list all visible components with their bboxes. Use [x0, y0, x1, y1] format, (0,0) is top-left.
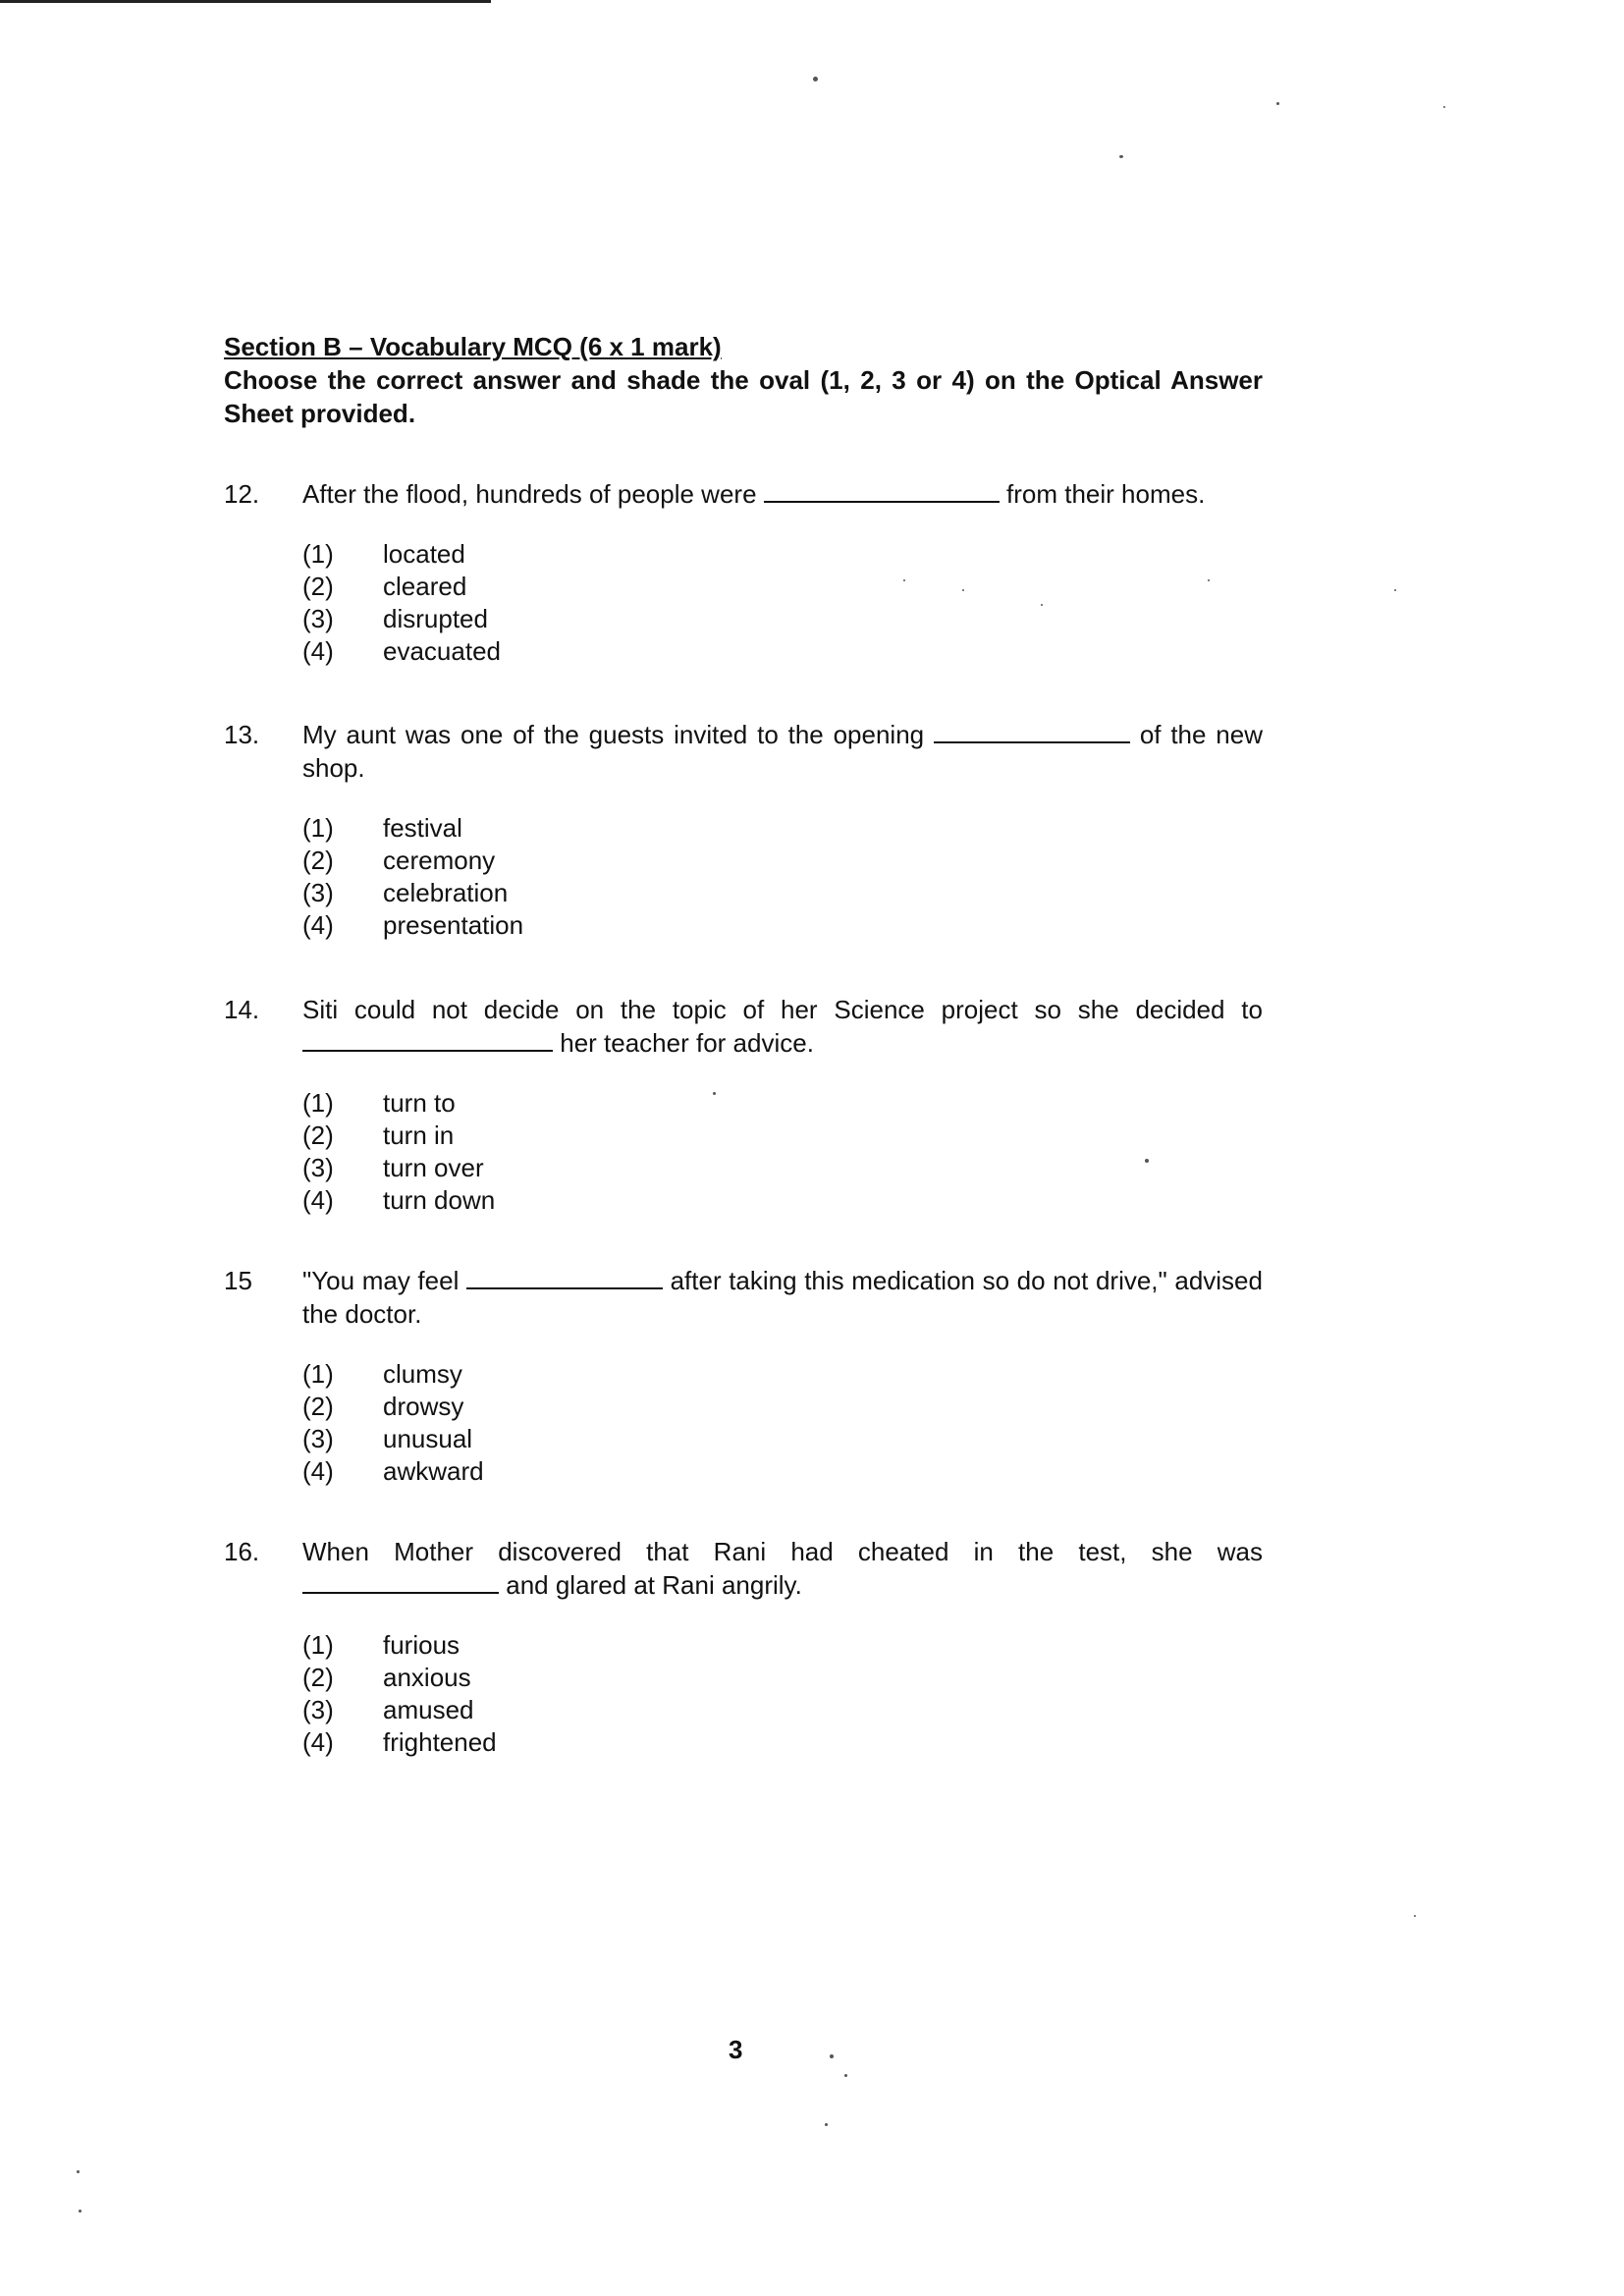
- scan-speck: [77, 2170, 80, 2173]
- option: [302, 1726, 1263, 1759]
- answer-blank: [302, 1028, 553, 1052]
- question-text-before: Siti could not decide on the topic of her Science project so she decided to: [302, 995, 1263, 1024]
- question-number: 15: [224, 1266, 252, 1295]
- option-text: presentation: [383, 910, 524, 940]
- option-text: frightened: [383, 1727, 497, 1757]
- question-text-after: of the new shop.: [302, 720, 1263, 783]
- scan-speck: [813, 77, 818, 82]
- scan-speck: [830, 2054, 834, 2058]
- question-text-after: her teacher for advice.: [560, 1028, 814, 1058]
- options-list: [302, 538, 1263, 668]
- scan-speck: [1394, 589, 1396, 591]
- question-text-before: After the flood, hundreds of people were: [302, 479, 757, 509]
- scan-speck: [1414, 1915, 1416, 1917]
- scan-speck: [825, 2123, 828, 2126]
- option: [302, 1087, 1263, 1120]
- option-text: furious: [383, 1630, 460, 1660]
- option-number: (3): [302, 1424, 334, 1453]
- question-text: [302, 718, 1263, 785]
- options-list: [302, 1629, 1263, 1759]
- option-number: (1): [302, 1359, 334, 1389]
- section-title: Section B – Vocabulary MCQ (6 x 1 mark): [224, 332, 722, 361]
- scan-edge-line: [0, 0, 491, 3]
- section-instruction: Choose the correct answer and shade the oval (1, 2, 3 or 4) on the Optical Answer Sheet provided.: [224, 365, 1263, 428]
- scan-speck: [79, 2210, 81, 2213]
- option-text: drowsy: [383, 1392, 464, 1421]
- section-header: [224, 330, 1263, 430]
- options-list: [302, 812, 1263, 942]
- option-number: (4): [302, 636, 334, 666]
- option: [302, 845, 1263, 877]
- option: [302, 812, 1263, 845]
- option-number: (4): [302, 1456, 334, 1486]
- answer-blank: [466, 1266, 663, 1289]
- option: [302, 1662, 1263, 1694]
- option-text: celebration: [383, 878, 509, 907]
- question-14: [224, 993, 1263, 1217]
- option: [302, 1694, 1263, 1726]
- option-text: anxious: [383, 1663, 471, 1692]
- option-text: awkward: [383, 1456, 484, 1486]
- scan-speck: [1119, 155, 1123, 158]
- question-text-before: "You may feel: [302, 1266, 460, 1295]
- option: [302, 603, 1263, 635]
- option-number: (2): [302, 846, 334, 875]
- option: [302, 1120, 1263, 1152]
- question-text-after: and glared at Rani angrily.: [506, 1570, 802, 1600]
- option-number: (1): [302, 1630, 334, 1660]
- option-number: (3): [302, 1695, 334, 1724]
- question-13: [224, 718, 1263, 942]
- option-text: cleared: [383, 572, 467, 601]
- option: [302, 1152, 1263, 1184]
- option-number: (2): [302, 1121, 334, 1150]
- option-text: turn to: [383, 1088, 456, 1118]
- option: [302, 1358, 1263, 1391]
- option-text: turn over: [383, 1153, 484, 1182]
- option-text: turn in: [383, 1121, 455, 1150]
- option-text: disrupted: [383, 604, 488, 633]
- option: [302, 538, 1263, 571]
- option-text: evacuated: [383, 636, 501, 666]
- option-text: turn down: [383, 1185, 496, 1215]
- option-number: (1): [302, 813, 334, 843]
- question-text-after: after taking this medication so do not drive," advised the doctor.: [302, 1266, 1263, 1329]
- option-number: (2): [302, 1392, 334, 1421]
- question-number: 13.: [224, 720, 260, 749]
- option: [302, 635, 1263, 668]
- option-number: (4): [302, 910, 334, 940]
- option: [302, 1629, 1263, 1662]
- scan-speck: [844, 2074, 847, 2077]
- option-number: (4): [302, 1185, 334, 1215]
- option-number: (2): [302, 1663, 334, 1692]
- option-number: (1): [302, 539, 334, 569]
- option-text: festival: [383, 813, 462, 843]
- question-text: [302, 993, 1263, 1060]
- option-number: (2): [302, 572, 334, 601]
- option: [302, 1455, 1263, 1488]
- option-text: unusual: [383, 1424, 473, 1453]
- option-text: amused: [383, 1695, 474, 1724]
- option-number: (3): [302, 604, 334, 633]
- option: [302, 877, 1263, 909]
- answer-blank: [934, 720, 1130, 743]
- option-number: (1): [302, 1088, 334, 1118]
- question-number: 14.: [224, 995, 260, 1024]
- answer-blank: [302, 1570, 499, 1594]
- option-text: ceremony: [383, 846, 496, 875]
- option: [302, 909, 1263, 942]
- option: [302, 1423, 1263, 1455]
- scan-speck: [1443, 106, 1445, 108]
- option-number: (4): [302, 1727, 334, 1757]
- question-text-after: from their homes.: [1006, 479, 1206, 509]
- question-text: [302, 1264, 1263, 1331]
- question-15: [224, 1264, 1263, 1488]
- question-text: [302, 477, 1263, 511]
- option-number: (3): [302, 1153, 334, 1182]
- options-list: [302, 1358, 1263, 1488]
- question-number: 16.: [224, 1537, 260, 1566]
- answer-blank: [764, 479, 1000, 503]
- question-number: 12.: [224, 479, 260, 509]
- option: [302, 1184, 1263, 1217]
- option: [302, 1391, 1263, 1423]
- page-number: 3: [729, 2035, 743, 2064]
- question-12: [224, 477, 1263, 668]
- option-number: (3): [302, 878, 334, 907]
- option-text: clumsy: [383, 1359, 462, 1389]
- question-text-before: When Mother discovered that Rani had cheated in the test, she was: [302, 1537, 1263, 1566]
- option: [302, 571, 1263, 603]
- options-list: [302, 1087, 1263, 1217]
- scan-speck: [1276, 102, 1279, 105]
- option-text: located: [383, 539, 465, 569]
- question-text: [302, 1535, 1263, 1602]
- question-16: [224, 1535, 1263, 1759]
- question-text-before: My aunt was one of the guests invited to the opening: [302, 720, 925, 749]
